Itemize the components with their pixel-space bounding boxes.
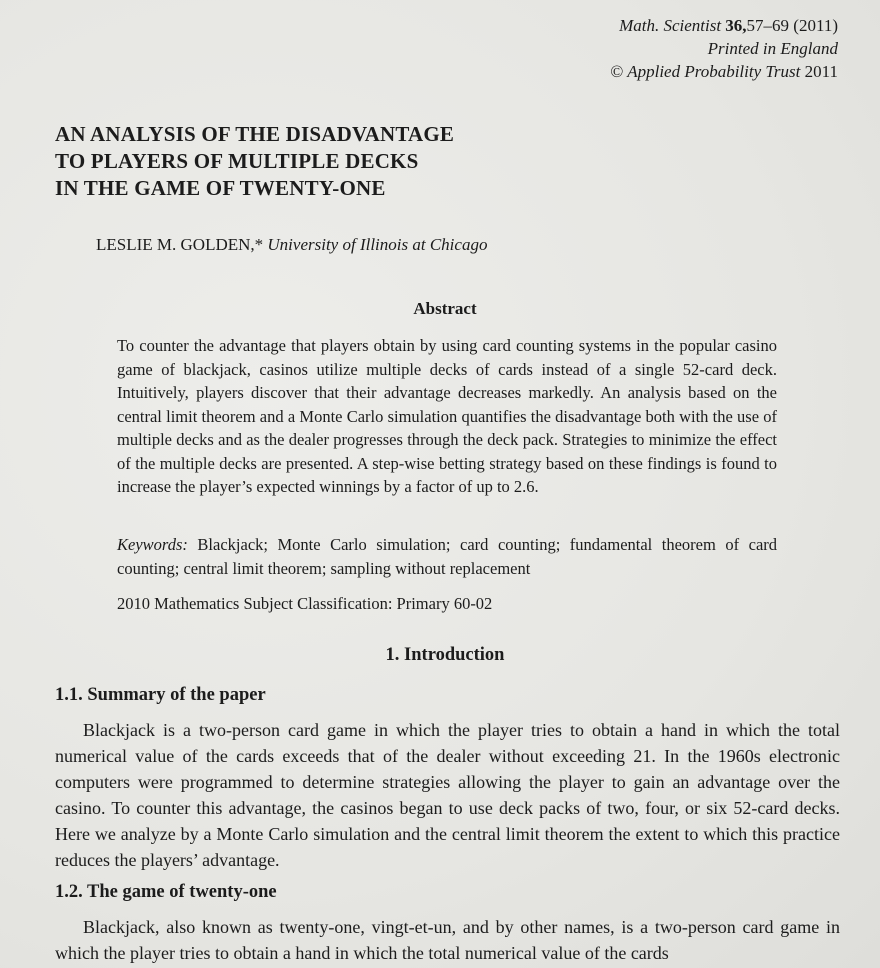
publisher-name: Applied Probability Trust (627, 62, 801, 81)
journal-header (610, 14, 838, 83)
author-name: LESLIE M. GOLDEN,* (96, 235, 264, 254)
journal-volume: 36, (725, 16, 747, 35)
author-affiliation: University of Illinois at Chicago (267, 235, 488, 254)
subsection-heading-summary: 1.1. Summary of the paper (55, 685, 266, 705)
abstract-heading: Abstract (413, 299, 477, 318)
game-paragraph: Blackjack, also known as twenty-one, vingt-et-un, and by other names, is a two-person card game in which the player tries to obtain a hand in which the total numerical value of the cards (55, 917, 840, 963)
author-line (96, 235, 487, 255)
journal-name: Math. Scientist (619, 16, 722, 35)
copyright-line (610, 60, 838, 83)
title-line-2: TO PLAYERS OF MULTIPLE DECKS (55, 149, 419, 173)
subsection-heading-game: 1.2. The game of twenty-one (55, 882, 277, 902)
paper-title (55, 121, 615, 202)
keywords (117, 533, 777, 580)
title-line-3: IN THE GAME OF TWENTY-ONE (55, 176, 386, 200)
copyright-symbol: © (610, 62, 624, 81)
msc-classification: 2010 Mathematics Subject Classification: Primary 60-02 (117, 594, 493, 613)
keywords-text: Blackjack; Monte Carlo simulation; card counting; fundamental theorem of card counting; central limit theorem; sampling without replacement (117, 535, 778, 578)
copyright-year: 2011 (804, 62, 838, 81)
section-heading-introduction: 1. Introduction (385, 645, 505, 665)
title-line-1: AN ANALYSIS OF THE DISADVANTAGE (55, 122, 455, 146)
printed-in: Printed in England (707, 39, 838, 58)
summary-paragraph: Blackjack is a two-person card game in which the player tries to obtain a hand in which the total numerical value of the cards exceeds that of the dealer without exceeding 21. In the 1960s electronic computers were programmed to determine strategies allowing the player to gain an advantage over the casino. To counter this advantage, the casinos began to use deck packs of two, four, or six 52-card decks. Here we analyze by a Monte Carlo simulation and the central limit theorem the extent to which this practice reduces the players’ advantage. (55, 720, 840, 870)
journal-pages: 57–69 (2011) (746, 16, 838, 35)
journal-citation (610, 14, 838, 37)
keywords-label: Keywords: (117, 535, 188, 554)
abstract-text: To counter the advantage that players obtain by using card counting systems in the popular casino game of blackjack, casinos utilize multiple decks of cards instead of a single 52-card deck. Intuitively, players discover that their advantage decreases markedly. An analysis based on the central limit theorem and a Monte Carlo simulation quantifies the disadvantage both with the use of multiple decks and as the dealer progresses through the deck pack. Strategies to minimize the effect of the multiple decks are presented. A step-wise betting strategy based on these findings is found to increase the player’s expected winnings by a factor of up to 2.6. (117, 336, 777, 496)
